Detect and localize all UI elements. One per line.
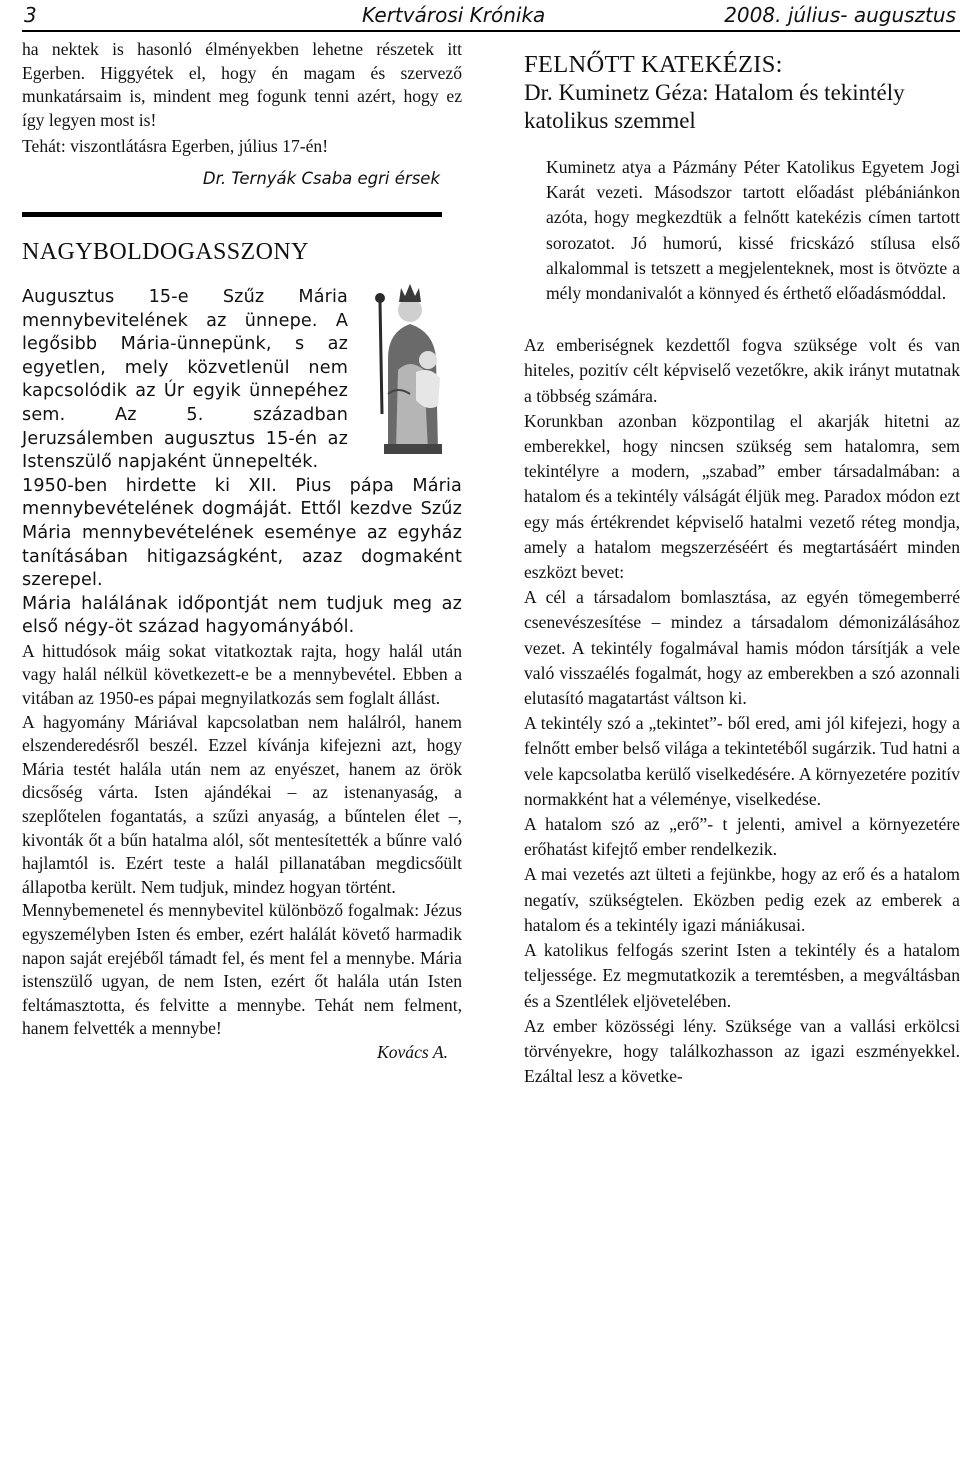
publication-title: Kertvárosi Krónika <box>362 3 546 27</box>
madonna-statue-image <box>358 274 462 456</box>
paragraph-death-date: Mária halálának időpontját nem tudjuk meg az első négy-öt század hagyományából. <box>22 593 462 638</box>
spacer <box>524 306 960 333</box>
section-divider <box>22 212 442 217</box>
paragraph-tradition: A hagyomány Máriával kapcsolatban nem halálról, hanem elszenderedésről beszél. Ezzel kívánja kifejezni azt, hogy Mária testét halála után nem az enyészet, hanem az örök dicsőség várta. Isten ajándékai – az istenanyaság, a szeplőtelen fogantatás, a szűzi anyaság, a bűntelen élet –, kivonták őt a bűn hatalma alól, sőt mentesítették a bűnre való hajlamtól is. Ezért teste a halál pillanatában megdicsőült állapotba került. Nem tudjuk, mindez hogyan történt. <box>22 711 462 897</box>
paragraph-feast: Augusztus 15-e Szűz Mária mennybevitelének az ünnepe. A legősibb Mária-ünnepünk, s az egyetlen, mely közvetlenül nem kapcsolódik az Úr egyik ünnepéhez sem. Az 5. században Jeruzsálemben augusztus 15-én az Istenszülő napjaként ünnepelték. <box>22 286 348 473</box>
page-header <box>22 0 960 32</box>
lecture-paragraph: A mai vezetés azt ülteti a fejünkbe, hogy az erő és a hatalom negatív, szükségtelen. Eközben pedig ezek az emberek a hatalom és a tekintély igazi mániákusai. <box>524 864 960 935</box>
lecture-paragraph: Az emberiségnek kezdettől fogva szüksége volt és van hiteles, pozitív célt képviselő vezetőkre, akik irányt mutatnak a többség számára. <box>524 335 960 406</box>
article-title: NAGYBOLDOGASSZONY <box>22 238 309 265</box>
lecture-intro: Kuminetz atya a Pázmány Péter Katolikus Egyetem Jogi Karát vezeti. Másodszor tartott előadást plébániánkon azóta, hogy megkezdtük a felnőtt katekézis címen tartott sorozatot. Jó humorú, kissé fricskázó stílusa első alkalommal is tetszett a megjelenteknek, most is ötvözte a mély mondanivalót a könnyed és érthető előadásmóddal. <box>546 157 960 304</box>
lecture-paragraph: A katolikus felfogás szerint Isten a tekintély és a hatalom teljessége. Ez megmutatkozik a teremtésben, a megváltásban és a Szentlélek eljövetelében. <box>524 940 960 1011</box>
lecture-paragraph: A tekintély szó a „tekintet”- ből ered, ami jól kifejezi, hogy a felnőtt ember belső világa a tekintetéből sugárzik. Tud hatni a vele kapcsolatba kerülő viselkedésére. A környezetére pozitív normakként hat a véleménye, viselkedése. <box>524 713 960 809</box>
page-number: 3 <box>24 3 37 27</box>
paragraph-ascension: Mennybemenetel és mennybevitel különböző fogalmak: Jézus egyszemélyben Isten és ember, ezért halálát követő harmadik napon saját erejéből támadt fel, és ment fel a mennybe. Mária istenszülő ugyan, de nem Isten, ezért őt halála után Isten feltámasztotta, és felvitte a mennybe. Tehát nem felment, hanem felvették a mennybe! <box>22 900 462 1039</box>
paragraph-dogma: 1950-ben hirdette ki XII. Pius pápa Mária mennybevételének dogmáját. Ettől kezdve Szűz Mária mennybevételének eseménye az egyház tanításában hitigazságként, azaz dogmaként szerepel. <box>22 475 462 591</box>
lecture-paragraph: A cél a társadalom bomlasztása, az egyén tömegemberré csenevészesítése – mindez a társadalom démonizálásához vezet. A tekintély fogalmával hamis módon társítják a vele való visszaélés fogalmát, hogy az emberekben a szó azonnali elutasító magatartást váltson ki. <box>524 587 960 709</box>
paragraph-debate: A hittudósok máig sokat vitatkoztak rajta, hogy halál után vagy halál nélkül következett-e be a mennybevétel. Ebben a vitában az 1950-es pápai megnyilatkozás sem foglalt állást. <box>22 640 462 709</box>
lecture-paragraph: Korunkban azonban központilag el akarják hitetni az emberekkel, hogy nincsen szükség sem hatalomra, sem tekintélyre a modern, „szabad” ember társadalmában: a hatalom és a tekintély válságát éljük meg. Paradox módon ezt egy más értékrendet képviselő hatalmi vezető réteg mondja, amely a hatalom megszerzéséért és megtartásáért minden eszközt bevet: <box>524 410 960 583</box>
intro-paragraph: ha nektek is hasonló élményekben lehetne részetek itt Egerben. Higgyétek el, hogy én magam és szervező munkatársaim is, mindent meg fogunk tenni azért, hogy ez így legyen most is! <box>22 39 462 130</box>
author-name: Kovács A. <box>376 1041 448 1062</box>
lecture-paragraph: A hatalom szó az „erő”- t jelenti, amivel a környezetére erőhatást kifejtő ember rendelkezik. <box>524 814 960 860</box>
madonna-illustration <box>358 274 462 456</box>
lecture-title: Dr. Kuminetz Géza: Hatalom és tekintély katolikus szemmel <box>524 80 905 133</box>
farewell-line: Tehát: viszontlátásra Egerben, július 17-én! <box>22 136 329 157</box>
issue-date: 2008. július- augusztus <box>724 3 956 27</box>
archbishop-signature: Dr. Ternyák Csaba egri érsek <box>202 168 440 188</box>
lecture-paragraph: Az ember közösségi lény. Szüksége van a vallási erkölcsi törvényekre, hogy találkozhasson az igazi eszményekkel. Ezáltal lesz a követke- <box>524 1015 960 1087</box>
section-title: FELNŐTT KATEKÉZIS: <box>524 51 783 78</box>
left-column <box>22 38 462 1065</box>
right-column <box>524 38 960 1089</box>
